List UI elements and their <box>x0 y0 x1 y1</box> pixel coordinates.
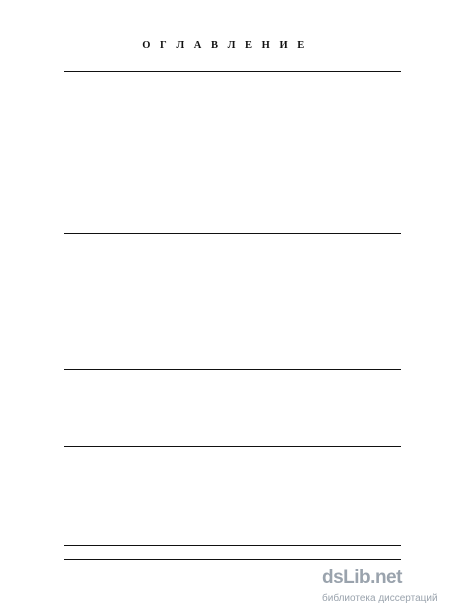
divider <box>64 233 401 234</box>
toc-heading: О Г Л А В Л Е Н И Е <box>142 40 308 51</box>
watermark-subtitle: библиотека диссертаций <box>322 593 438 604</box>
dslib-watermark <box>322 567 442 607</box>
watermark-logo: dsLib.net <box>322 567 402 588</box>
divider <box>64 446 401 447</box>
divider <box>64 71 401 72</box>
divider <box>64 545 401 546</box>
divider <box>64 559 401 560</box>
divider <box>64 369 401 370</box>
